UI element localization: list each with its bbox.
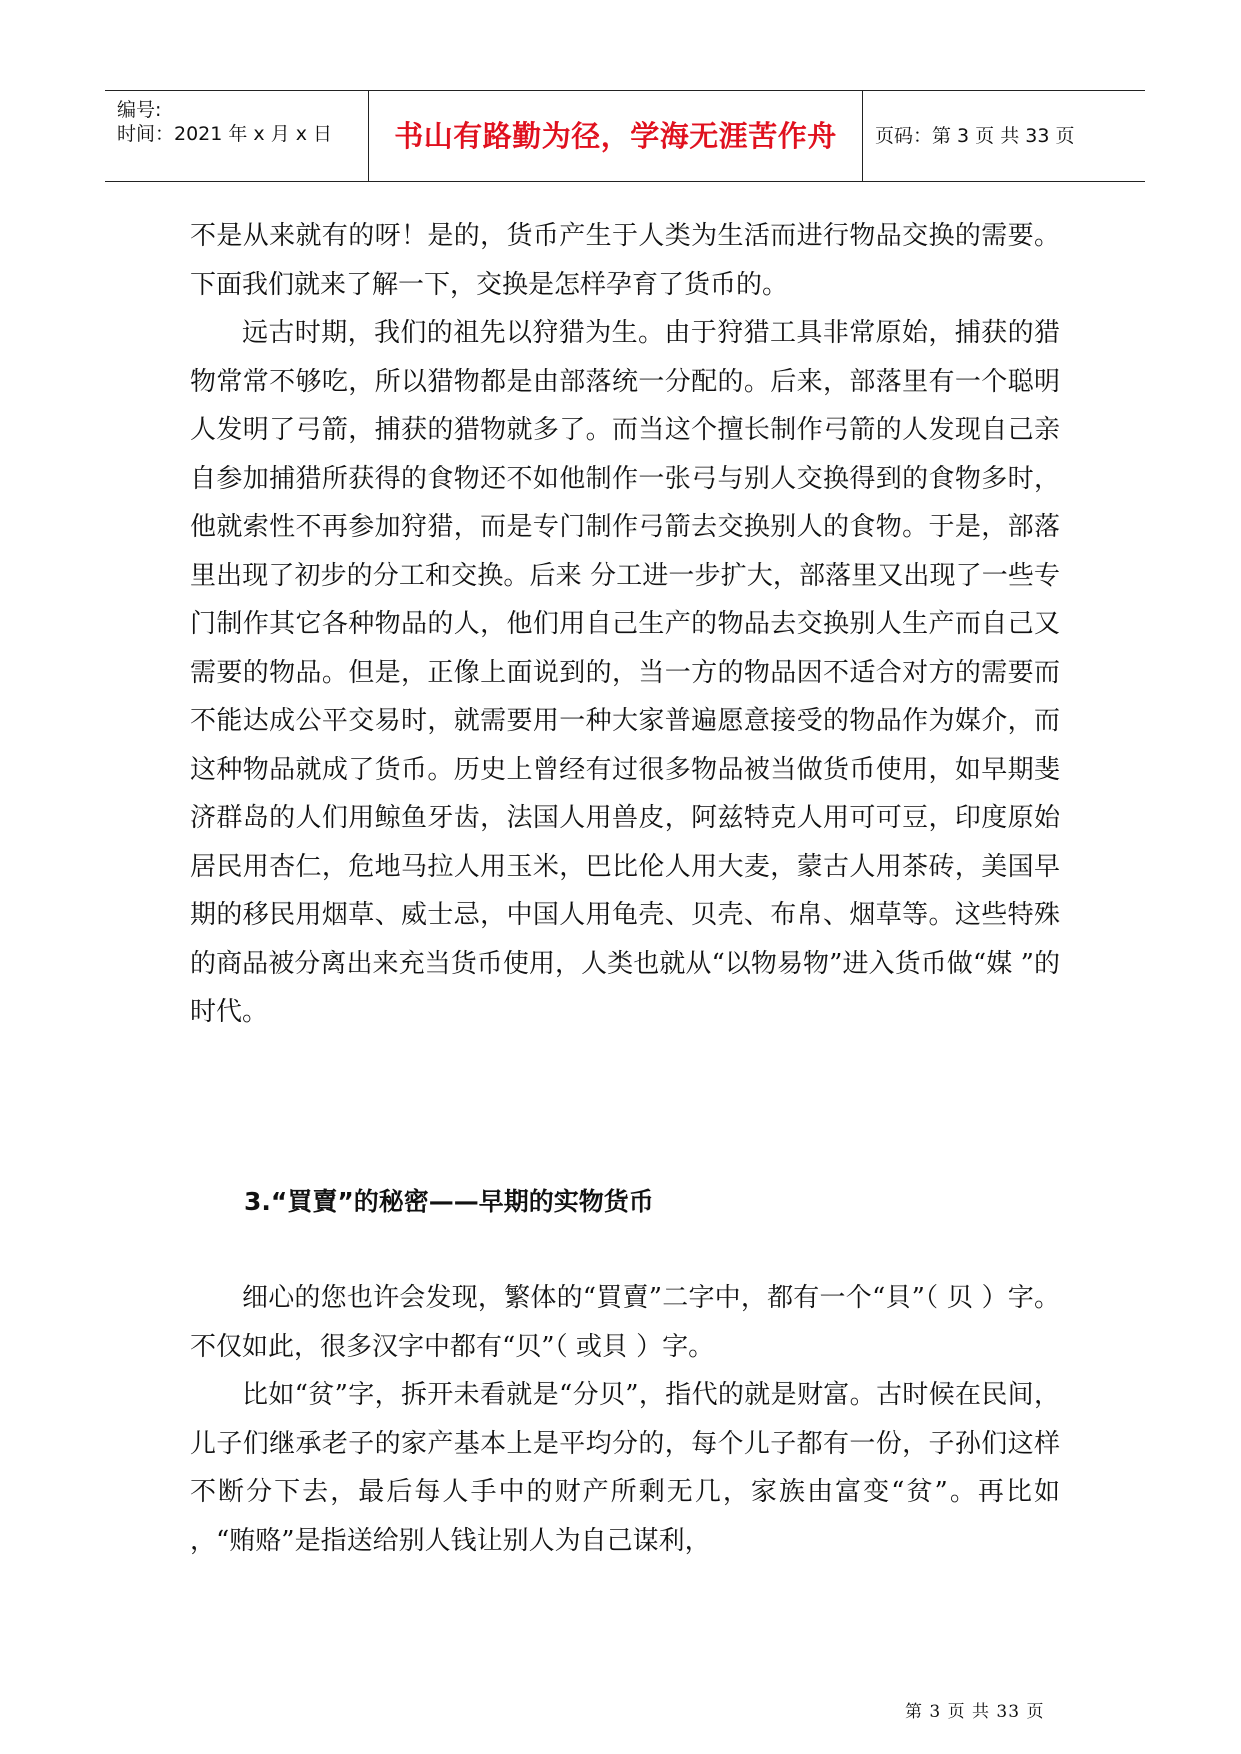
paragraph: 远古时期，我们的祖先以狩猎为生。由于狩猎工具非常原始，捕获的猎物常常不够吃，所以猎物都是由部落统一分配的。后来，部落里有一个聪明人发明了弓箭，捕获的猎物就多了。而当这个擅长制作弓箭的人发现自己亲自参加捕猎所获得的食物还不如他制作一张弓与别人交换得到的食物多时，他就索性不再参加狩猎，而是专门制作弓箭去交换别人的食物。于是，部落里出现了初步的分工和交换。后来 分工进一步扩大，部落里又出现了一些专门制作其它各种物品的人，他们用自己生产的物品去交换别人生产而自己又需要的物品。但是，正像上面说到的，当一方的物品因不适合对方的需要而不能达成公平交易时，就需要用一种大家普遍愿意接受的物品作为媒介，而这种物品就成了货币。历史上曾经有过很多物品被当做货币使用，如早期斐济群岛的人们用鲸鱼牙齿，法国人用兽皮，阿兹特克人用可可豆，印度原始居民用杏仁，危地马拉人用玉米，巴比伦人用大麦，蒙古人用茶砖，美国早期的移民用烟草、威士忌，中国人用龟壳、贝壳、布帛、烟草等。这些特殊的商品被分离出来充当货币使用，人类也就从“以物易物”进入货币做“媒 ”的时代。 [190, 318, 1060, 1027]
section-body-2 [190, 1274, 1060, 1565]
paragraph: 不是从来就有的呀！是的，货币产生于人类为生活而进行物品交换的需要。下面我们就来了解一下，交换是怎样孕育了货币的。 [190, 221, 1060, 300]
paragraph: 比如“贫”字，拆开未看就是“分贝”，指代的就是财富。古时候在民间，儿子们继承老子的家产基本上是平均分的，每个儿子都有一份，子孙们这样不断分下去，最后每人手中的财产所剩无几，家族由富变“贫”。再比如 ，“贿赂”是指送给别人钱让别人为自己谋利， [190, 1380, 1060, 1556]
document-time-label: 时间：2021 年 x 月 x 日 [117, 123, 333, 145]
paragraph: 细心的您也许会发现，繁体的“買賣”二字中，都有一个“貝”（ 贝 ）字。不仅如此，很多汉字中都有“贝”（ 或貝 ）字。 [190, 1283, 1060, 1362]
header-motto: 书山有路勤为径，学海无涯苦作舟 [369, 91, 863, 181]
page-footer: 第 3 页 共 33 页 [905, 1702, 1045, 1722]
header-page-number: 页码：第 3 页 共 33 页 [875, 125, 1075, 147]
section-body-1 [190, 212, 1060, 1037]
section-heading: 3.“買賣”的秘密——早期的实物货币 [244, 1187, 654, 1216]
page-header [105, 90, 1145, 182]
document-number-label: 编号: [117, 99, 162, 121]
header-meta-cell [105, 91, 369, 181]
